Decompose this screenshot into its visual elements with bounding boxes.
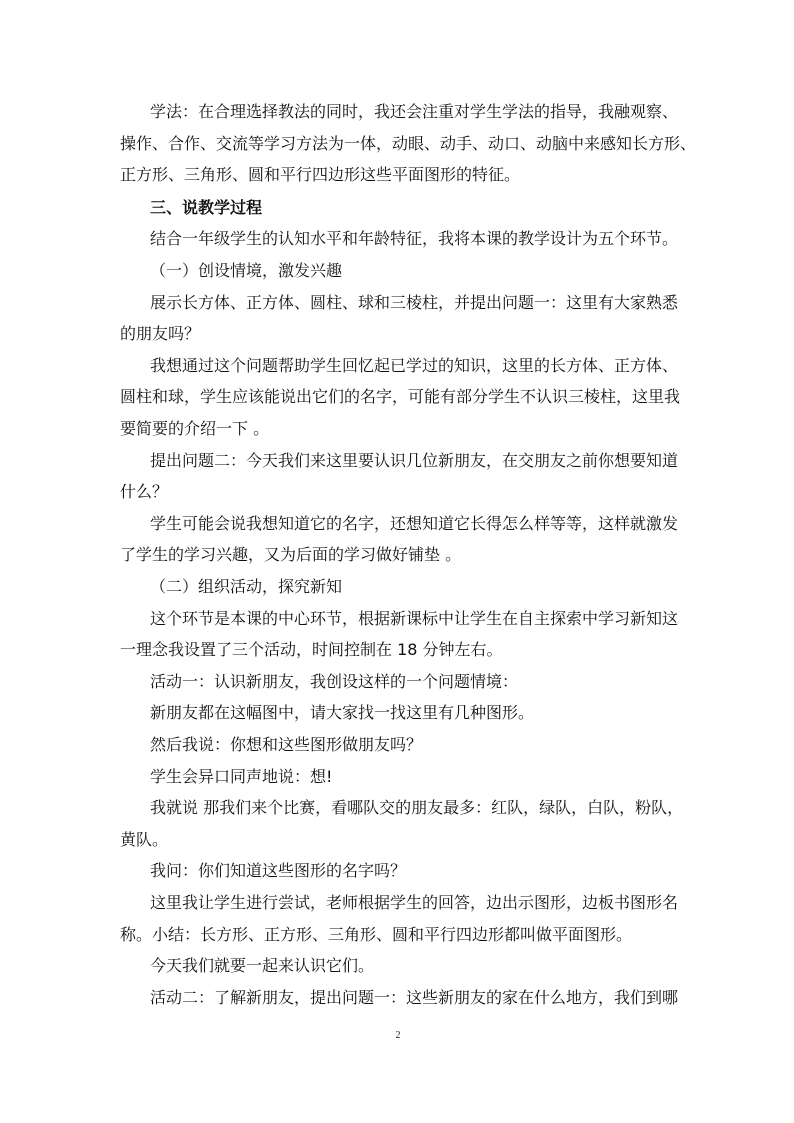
paragraph-line: 一理念我设置了三个活动，时间控制在 18 分钟左右。	[120, 640, 503, 659]
paragraph-line: 我问：你们知道这些图形的名字吗？	[150, 861, 407, 880]
paragraph-line: 我就说 那我们来个比赛，看哪队交的朋友最多：红队，绿队，白队，粉队，	[150, 798, 684, 817]
paragraph-line: 然后我说：你想和这些图形做朋友吗？	[150, 735, 423, 754]
paragraph-line: 提出问题二：今天我们来这里要认识几位新朋友，在交朋友之前你想要知道	[150, 451, 679, 470]
paragraph-line: 的朋友吗？	[120, 324, 201, 343]
paragraph-line: 新朋友都在这幅图中，请大家找一找这里有几种图形。	[150, 703, 535, 722]
paragraph-line: 展示长方体、正方体、圆柱、球和三棱柱，并提出问题一：这里有大家熟悉	[150, 293, 679, 312]
paragraph-line: 学生可能会说我想知道它的名字，还想知道它长得怎么样等等，这样就激发	[150, 514, 679, 533]
paragraph-line: 今天我们就要一起来认识它们。	[150, 956, 375, 975]
paragraph-line: 活动二：了解新朋友，提出问题一：这些新朋友的家在什么地方，我们到哪	[150, 988, 679, 1007]
paragraph-line: 我想通过这个问题帮助学生回忆起已学过的知识，这里的长方体、正方体、	[150, 356, 679, 375]
paragraph-line: 操作、合作、交流等学习方法为一体，动眼、动手、动口、动脑中来感知长方形、	[120, 134, 697, 153]
paragraph-line: 学法：在合理选择教法的同时，我还会注重对学生学法的指导，我融观察、	[150, 102, 679, 121]
subsection-heading: （二）组织活动，探究新知	[150, 577, 343, 596]
paragraph-line: 要简要的介绍一下 。	[120, 419, 270, 438]
paragraph-line: 什么？	[120, 482, 169, 501]
paragraph-line: 活动一：认识新朋友，我创设这样的一个问题情境：	[150, 672, 519, 691]
paragraph-line: 学生会异口同声地说：想!	[150, 767, 333, 786]
paragraph-line: 正方形、三角形、圆和平行四边形这些平面图形的特征。	[120, 165, 521, 184]
paragraph-line: 称。小结：长方形、正方形、三角形、圆和平行四边形都叫做平面图形。	[120, 925, 633, 944]
paragraph-line: 圆柱和球，学生应该能说出它们的名字，可能有部分学生不认识三棱柱，这里我	[120, 387, 681, 406]
paragraph-line: 结合一年级学生的认知水平和年龄特征，我将本课的教学设计为五个环节。	[150, 229, 679, 248]
subsection-heading: （一）创设情境，激发兴趣	[150, 261, 343, 280]
paragraph-line: 这个环节是本课的中心环节，根据新课标中让学生在自主探索中学习新知这	[150, 609, 679, 628]
paragraph-line: 这里我让学生进行尝试，老师根据学生的回答，边出示图形，边板书图形名	[150, 893, 679, 912]
page-number: 2	[395, 1030, 401, 1041]
paragraph-line: 黄队。	[120, 830, 169, 849]
section-heading: 三、说教学过程	[150, 198, 263, 217]
paragraph-line: 了学生的学习兴趣，又为后面的学习做好铺垫 。	[120, 545, 462, 564]
